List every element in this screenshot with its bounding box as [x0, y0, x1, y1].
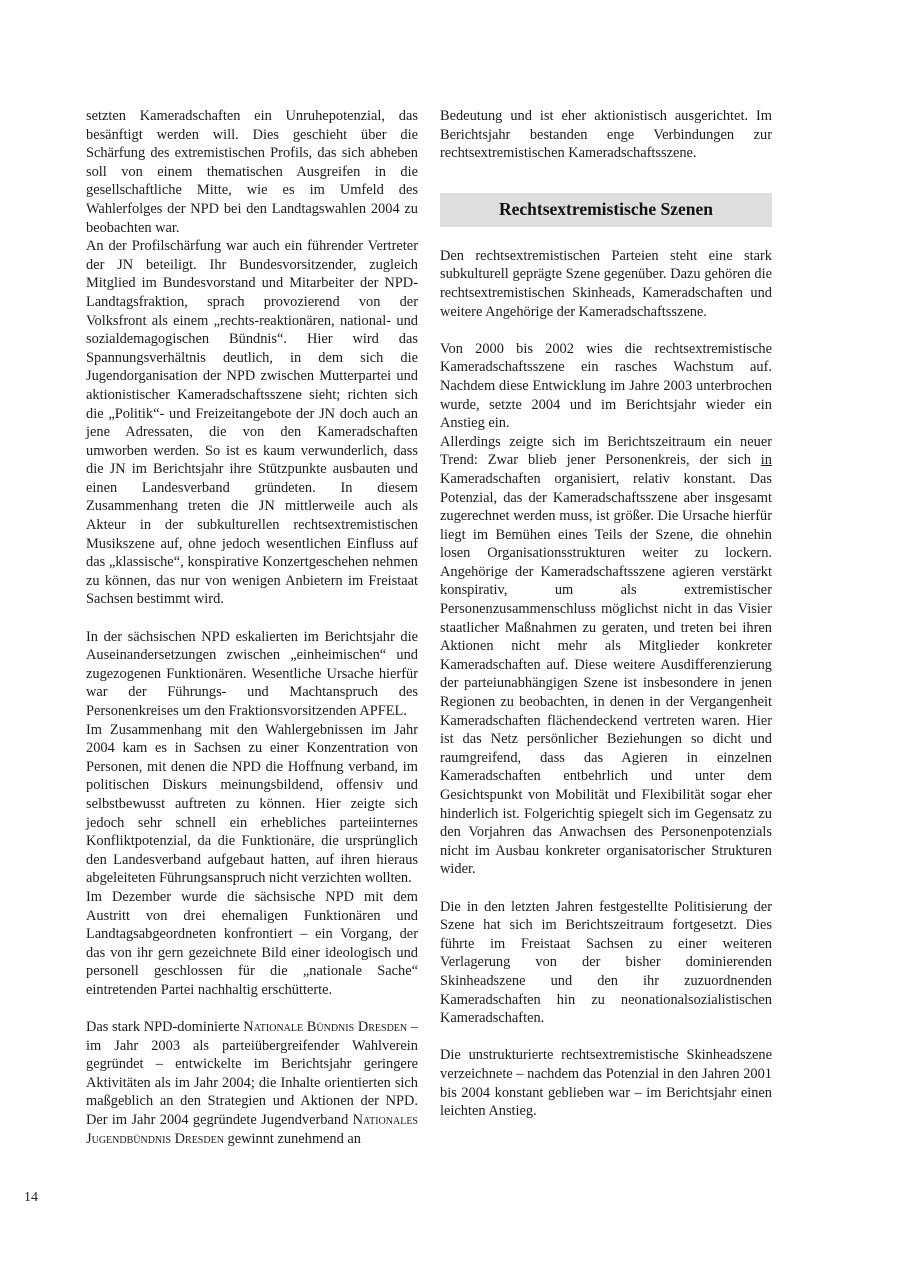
underlined-word: in: [760, 452, 772, 469]
text-run: Allerdings zeigte sich im Berichtszeitraum ein neuer Trend: Zwar blieb jener Personenkreis, der sich: [440, 433, 772, 469]
left-column: [86, 107, 418, 1148]
section-heading: Rechtsextremistische Szenen: [499, 199, 713, 220]
right-column: [440, 107, 772, 1121]
paragraph: An der Profilschärfung war auch ein führender Vertreter der JN beteiligt. Ihr Bundesvorsitzender, zugleich Mitglied im Bundesvorstand und Mitarbeiter der NPD-Landtagsfraktion, sprach provozierend von der Volksfront als einem „rechts-reaktionären, national- und sozialdemagogischen Bündnis“. Hier wird das Spannungsverhältnis deutlich, in dem sich die Jugendorganisation der NPD zwischen Mutterpartei und aktionistischer Kameradschaftsszene sieht; richten sich die „Politik“- und Freizeitangebote der JN doch auch an jene Adressaten, die von den Kameradschaften umworben werden. So ist es kaum verwunderlich, dass die JN im Berichtsjahr ihre Stützpunkte ausbauten und einen Landesverband gründeten. In diesem Zusammenhang treten die JN mittlerweile auch als Akteur in der subkulturellen rechtsextremistischen Musikszene auf, ohne jedoch wesentlichen Einfluss auf das „klassische“, konspirative Konzertgeschehen nehmen zu können, das nur von wenigen Anbietern im Freistaat Sachsen bestimmt wird.: [86, 238, 418, 608]
organization-name: Nationales Jugendbündnis Dresden: [86, 1112, 418, 1147]
paragraph: Den rechtsextremistischen Parteien steht eine stark subkulturell geprägte Szene gegenüber. Dazu gehören die rechtsextremistischen Skinheads, Kameradschaften und weitere Angehörige der Kameradschaftsszene.: [440, 247, 772, 320]
paragraph: Die unstrukturierte rechtsextremistische Skinheadszene verzeichnete – nachdem das Potenzial in den Jahren 2001 bis 2004 konstant geblieben war – im Berichtsjahr einen leichten Anstieg.: [440, 1047, 772, 1120]
text-run: – im Jahr 2003 als parteiübergreifender Wahlverein gegründet – entwickelte im Berichtsjahr geringere Aktivitäten als im Jahr 2004; die Inhalte orientierten sich maßgeblich an den Strategien und Aktionen der NPD. Der im Jahr 2004 gegründete Jugendverband: [86, 1019, 418, 1129]
paragraph: [440, 433, 772, 879]
paragraph: Von 2000 bis 2002 wies die rechtsextremistische Kameradschaftsszene ein rasches Wachstum auf. Nachdem diese Entwicklung im Jahre 2003 unterbrochen wurde, setzte 2004 und im Berichtsjahr wieder ein Anstieg ein.: [440, 340, 772, 432]
text-run: gewinnt zunehmend an: [223, 1130, 362, 1147]
paragraph: In der sächsischen NPD eskalierten im Berichtsjahr die Auseinandersetzungen zwischen „einheimischen“ und zugezogenen Funktionären. Wesentliche Ursache hierfür war der Führungs- und Machtanspruch des Personenkreises um den Fraktionsvorsitzenden APFEL.: [86, 628, 418, 719]
section-heading-box: [440, 193, 772, 227]
page-number: 14: [24, 1190, 38, 1205]
paragraph: Im Dezember wurde die sächsische NPD mit dem Austritt von drei ehemaligen Funktionären und Landtagsabgeordneten konfrontiert – ein Vorgang, der das von ihr gern gezeichnete Bild einer ideologisch und personell geschlossen für die „nationale Sache“ eintretenden Partei nachhaltig erschütterte.: [86, 888, 418, 998]
paragraph: setzten Kameradschaften ein Unruhepotenzial, das besänftigt werden will. Dies geschieht über die Schärfung des extremistischen Profils, das sich abheben soll von einem thematischen Ausgreifen in die gesellschaftliche Mitte, wie es im Umfeld des Wahlerfolges der NPD bei den Landtagswahlen 2004 zu beobachten war.: [86, 108, 418, 236]
paragraph: Im Zusammenhang mit den Wahlergebnissen im Jahr 2004 kam es in Sachsen zu einer Konzentration von Personen, mit denen die NPD die Hoffnung verband, im politischen Diskurs meinungsbildend, offensiv und selbstbewusst auftreten zu können. Hier zeigte sich jedoch sehr schnell ein erhebliches parteiinternes Konfliktpotenzial, da die Funktionäre, die ursprünglich den Landesverband aufgebaut hatten, auf ihren hieraus abgeleiteten Führungsanspruch nicht verzichten wollten.: [86, 721, 418, 887]
paragraph: [86, 1018, 418, 1148]
organization-name: Nationale Bündnis Dresden: [243, 1019, 408, 1036]
text-run: Kameradschaften organisiert, relativ konstant. Das Potenzial, das der Kameradschaftsszene aber insgesamt zugerechnet werden muss, ist größer. Die Ursache hierfür liegt im Bemühen eines Teils der Szene, die ohnehin losen Organisationsstrukturen weiter zu lockern. Angehörige der Kameradschaftsszene agieren verstärkt konspirativ, um als extremistischer Personenzusammenschluss möglichst nicht in das Visier staatlicher Maßnahmen zu geraten, und treten bei ihren Aktionen nicht mehr als Mitglieder konkreter Kameradschaften auf. Diese weitere Ausdifferenzierung der parteiunabhängigen Szene ist insbesondere in jenen Regionen zu beobachten, in denen in der Vergangenheit Kameradschaften flächendeckend vertreten waren. Hier ist das Netz persönlicher Beziehungen so dicht und raumgreifend, dass das Agieren in einzelnen Kameradschaften entbehrlich und unter dem Gesichtspunkt von Mobilität und Flexibilität sogar eher hinderlich ist. Folgerichtig spiegelt sich im Gegensatz zu den Vorjahren das Anwachsen des Personenpotenzials nicht im Ausbau konkreter organisatorischer Strukturen wider.: [440, 470, 772, 878]
paragraph: Die in den letzten Jahren festgestellte Politisierung der Szene hat sich im Berichtszeitraum fortgesetzt. Dies führte im Freistaat Sachsen zu einer weiteren Verlagerung von der bisher dominierenden Skinheadszene und den ihr zuzuordnenden Kameradschaften hin zu neonationalsozialistischen Kameradschaften.: [440, 898, 772, 1027]
paragraph: Bedeutung und ist eher aktionistisch ausgerichtet. Im Berichtsjahr bestanden enge Verbindungen zur rechtsextremistischen Kameradschaftsszene.: [440, 108, 772, 162]
text-run: Das stark NPD-dominierte: [86, 1019, 244, 1036]
